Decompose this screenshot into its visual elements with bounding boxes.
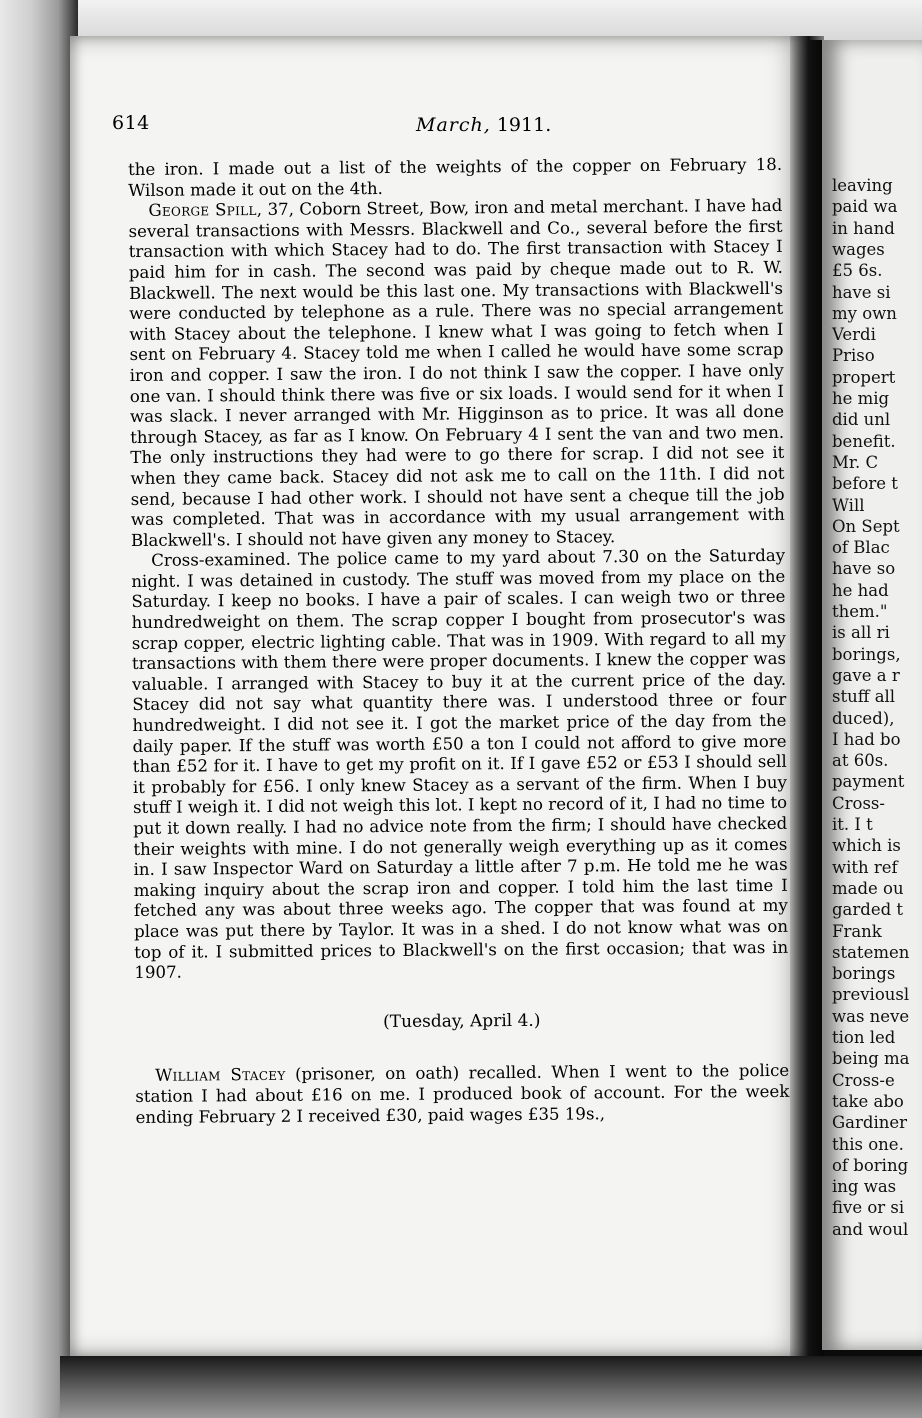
right-page-line: benefit. bbox=[832, 431, 896, 451]
witness-name: George Spill, bbox=[148, 200, 263, 221]
right-page-line: five or si bbox=[832, 1198, 905, 1218]
right-page-line: he had bbox=[832, 580, 889, 600]
right-page-line: paid wa bbox=[832, 197, 898, 217]
body-text bbox=[128, 155, 790, 1128]
right-page-line: payment bbox=[832, 772, 905, 792]
right-page-line: at 60s. bbox=[832, 751, 889, 771]
header-year: 1911. bbox=[496, 114, 552, 136]
right-page-line: he mig bbox=[832, 389, 890, 408]
right-page-line: did unl bbox=[832, 410, 891, 430]
right-page-line: and woul bbox=[832, 1219, 909, 1239]
right-page-line: ing was bbox=[832, 1177, 897, 1197]
right-page-line: On Sept bbox=[832, 516, 900, 536]
right-page-line: stuff all bbox=[832, 687, 896, 707]
right-page-line: of boring bbox=[832, 1155, 909, 1175]
right-page-line: in hand bbox=[832, 218, 895, 238]
right-page-line: garded t bbox=[832, 900, 904, 920]
right-page-line: Verdi bbox=[832, 325, 876, 345]
paragraph-continuation: the iron. I made out a list of the weights of the copper on February 18. Wilson made it out on the 4th. bbox=[128, 154, 783, 200]
witness-name: William Stacey bbox=[155, 1065, 286, 1086]
running-title bbox=[416, 114, 551, 136]
right-page-line: wages bbox=[832, 239, 885, 259]
right-page-line: Gardiner bbox=[832, 1113, 908, 1133]
scan-top-margin bbox=[0, 0, 922, 40]
paragraph-text: (prisoner, on oath) recalled. When I went to the police station I had about £16 on me. I produced book of account. For the week ending February 2 I received £30, paid wages £35 19s., bbox=[135, 1061, 790, 1127]
date-heading: (Tuesday, April 4.) bbox=[383, 1010, 541, 1032]
right-page-line: duced), bbox=[832, 708, 895, 728]
right-page-line: made ou bbox=[832, 878, 904, 898]
right-page-line: them." bbox=[832, 602, 888, 621]
header-month: March, bbox=[416, 114, 491, 136]
right-page-line: have si bbox=[832, 282, 891, 302]
right-page-line: with ref bbox=[832, 857, 898, 877]
right-page-line: tion led bbox=[832, 1028, 896, 1047]
right-page bbox=[822, 40, 922, 1350]
right-page-line: leaving bbox=[832, 176, 893, 195]
right-page-line: Cross- bbox=[832, 793, 885, 813]
right-page-line: previousl bbox=[832, 985, 910, 1005]
right-page-line: take abo bbox=[832, 1091, 904, 1111]
right-page-line: have so bbox=[832, 559, 896, 579]
right-page-line: of Blac bbox=[832, 538, 890, 558]
right-page-line: my own bbox=[832, 303, 897, 323]
paragraph-william-stacey bbox=[135, 1061, 789, 1128]
right-page-line: Will bbox=[832, 495, 865, 515]
scan-left-margin bbox=[0, 0, 78, 1418]
right-page-line: was neve bbox=[832, 1006, 910, 1026]
right-page-line: borings bbox=[832, 964, 896, 984]
right-page-line: is all ri bbox=[832, 623, 890, 643]
right-page-line: Mr. C bbox=[832, 452, 879, 472]
right-page-line: before t bbox=[832, 474, 898, 494]
right-page-line: it. I t bbox=[832, 815, 873, 834]
right-page-line: I had bo bbox=[832, 729, 901, 749]
right-page-line: £5 6s. bbox=[832, 261, 883, 281]
paragraph-text: 37, Coborn Street, Bow, iron and metal merchant. I have had several transactions with Messrs. Blackwell and Co., several before the first transaction with which Stacey had to do. The first transaction with Stacey I paid him for in cash. The second was paid by cheque made out to R. W. Blackwell. The next would be this last one. My transactions with Blackwell's were conducted by telephone as a rule. There was no special arrangement with Stacey about the telephone. I knew what I was going to fetch when I sent on February 4. Stacey told me when I called he would have some scrap iron and copper. I saw the iron. I do not think I saw the copper. I have only one van. I should think there was five or six loads. I would send for it when I was slack. I never arranged with Mr. Higginson as to price. It was all done through Stacey, as far as I know. On February 4 I sent the van and two men. The only instructions they had were to go there for scrap. I did not see it when they came back. Stacey did not ask me to call on the 11th. I did not send, because I had other work. I should not have sent a cheque till the job was completed. That was in accordance with my usual arrangement with Blackwell's. I should not have given any money to Stacey. bbox=[128, 196, 785, 550]
paragraph-george-spill bbox=[128, 196, 785, 551]
right-page-line: which is bbox=[832, 836, 901, 856]
book-gutter bbox=[790, 36, 824, 1356]
right-page-line: this one. bbox=[832, 1134, 904, 1154]
right-page-line: propert bbox=[832, 367, 896, 387]
page-number: 614 bbox=[112, 112, 150, 134]
right-page-line: gave a r bbox=[832, 665, 900, 685]
paragraph-cross-examined: Cross-examined. The police came to my yard about 7.30 on the Saturday night. I was detained in custody. The stuff was moved from my place on the Saturday. I keep no books. I have a pair of scales. I can weigh two or three hundredweight on them. The scrap copper I bought from prosecutor's was scrap copper, electric lighting cable. That was in 1909. With regard to all my transactions with them there were proper documents. I knew the copper was valuable. I arranged with Stacey to buy it at the current price of the day. Stacey did not say what quantity there was. I understood three or four hundredweight. I did not see it. I got the market price of the day from the daily paper. If the stuff was worth £50 a ton I could not afford to give more than £52 for it. I have to get my profit on it. If I gave £52 or £53 I should sell it probably for £56. I only knew Stacey as a servant of the firm. When I buy stuff I weigh it. I did not weigh this lot. I kept no record of it, I had no time to put it down really. I had no advice note from the firm; I should have checked their weights with mine. I do not generally weigh everything up as it comes in. I saw Inspector Ward on Saturday a little after 7 p.m. He told me he was making inquiry about the scrap iron and copper. I told him the last time I fetched any was about three weeks ago. The copper that was found at my place was put there by Taylor. It was in a shed. I do not know what was on top of it. I submitted prices to Blackwell's on the first occasion; that was in 1907. bbox=[131, 546, 789, 983]
page-header bbox=[112, 112, 672, 142]
right-page-line: statemen bbox=[832, 942, 910, 962]
scan-bottom-margin bbox=[60, 1356, 922, 1418]
right-page-line: borings, bbox=[832, 644, 901, 664]
right-page-line: Cross-e bbox=[832, 1070, 895, 1090]
right-page-line: Priso bbox=[832, 346, 875, 366]
right-page-line: being ma bbox=[832, 1049, 910, 1069]
right-page-line: Frank bbox=[832, 921, 882, 941]
